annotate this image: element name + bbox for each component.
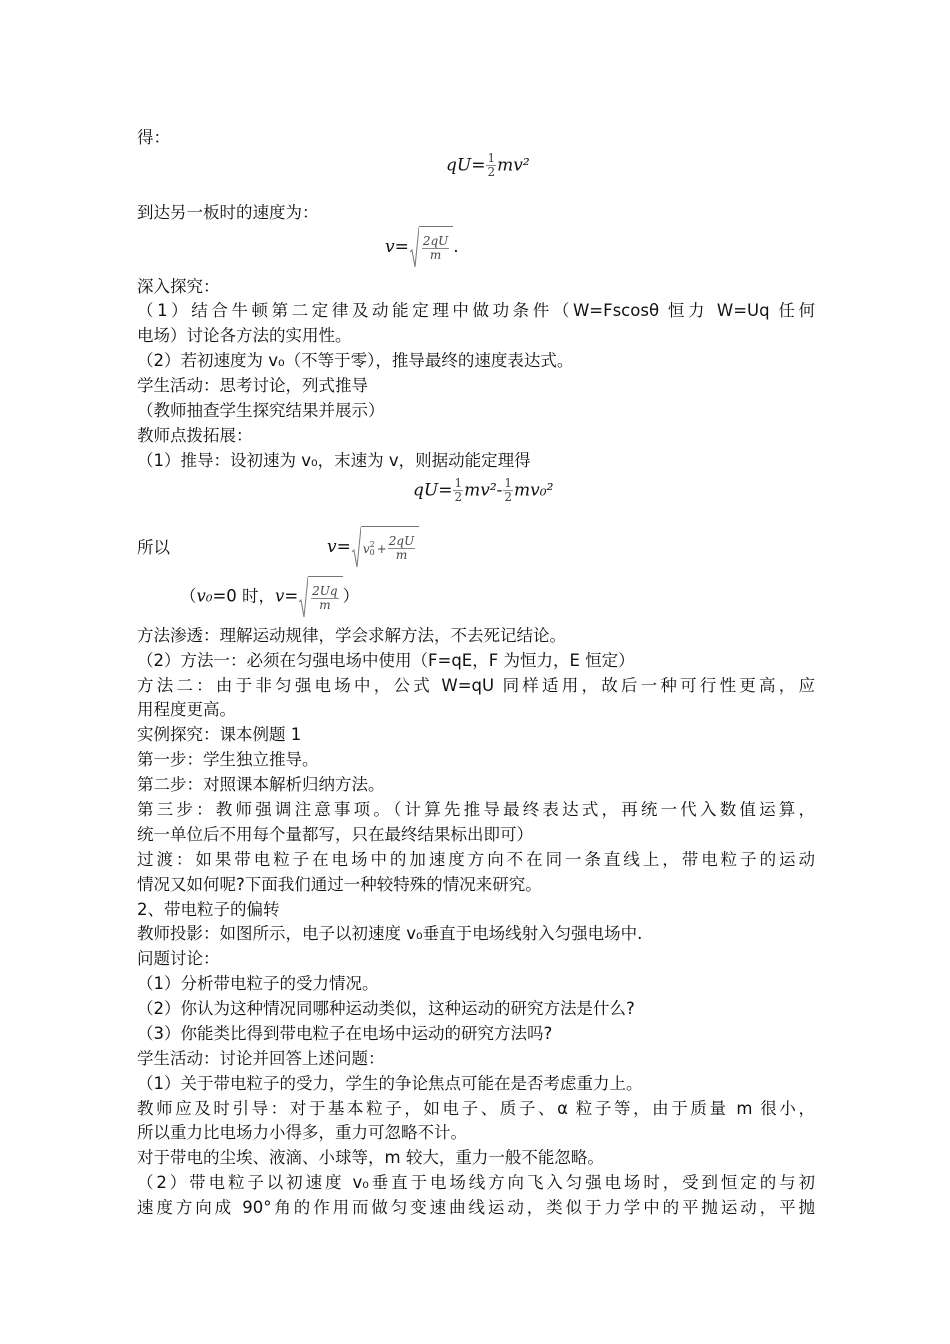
text-line: 学生活动：讨论并回答上述问题： [137, 1049, 385, 1068]
text-line: （1）结合牛顿第二定律及动能定理中做功条件（W=Fscosθ 恒力 W=Uq 任何 [137, 301, 815, 320]
text-line: 第二步：对照课本解析归纳方法。 [137, 775, 385, 794]
radical: $\frac{2Uq}{m}$ [298, 576, 342, 618]
equation-energy-theorem: qU= $\frac{1}{2}$ mv²- $\frac{1}{2}$ mv₀² [413, 476, 554, 504]
radical: $\frac{2qU}{m}$ [409, 226, 453, 268]
text-line: （1）分析带电粒子的受力情况。 [137, 974, 379, 993]
text-line: （2）若初速度为 v₀（不等于零），推导最终的速度表达式。 [137, 351, 574, 370]
text-line: 对于带电的尘埃、液滴、小球等，m 较大，重力一般不能忽略。 [137, 1148, 604, 1167]
text-line: 电场）讨论各方法的实用性。 [137, 326, 352, 345]
text-line: （1）关于带电粒子的受力，学生的争论焦点可能在是否考虑重力上。 [137, 1074, 643, 1093]
equation-energy: qU= $\frac{1}{2}$ mv² [446, 151, 530, 179]
text-line: （2）方法一：必须在匀强电场中使用（F=qE，F 为恒力，E 恒定） [137, 651, 635, 670]
text-line: （教师抽查学生探究结果并展示） [137, 401, 385, 420]
text-line: 学生活动：思考讨论，列式推导 [137, 376, 368, 395]
text-line: 方法渗透：理解运动规律，学会求解方法，不去死记结论。 [137, 626, 566, 645]
section-heading: 2、带电粒子的偏转 [137, 900, 280, 919]
text-line: 统一单位后不用每个量都写，只在最终结果标出即可） [137, 825, 533, 844]
text-line: 第三步：教师强调注意事项。（计算先推导最终表达式，再统一代入数值运算， [137, 800, 815, 819]
equation-zero-case: （v₀=0 时，v= $\frac{2Uq}{m}$ ） [180, 576, 359, 618]
text-line: 情况又如何呢?下面我们通过一种较特殊的情况来研究。 [137, 875, 542, 894]
text-line: （1）推导：设初速为 v₀，末速为 v，则据动能定理得 [137, 451, 531, 470]
radical: v 2 0 + $\frac{2qU}{m}$ [351, 526, 419, 568]
equation-final-velocity: v= v 2 0 + $\frac{2qU}{m}$ [327, 526, 419, 568]
text-line: 过渡：如果带电粒子在电场中的加速度方向不在同一条直线上，带电粒子的运动 [137, 850, 815, 869]
text-line: 得： [137, 128, 170, 147]
fraction-half: $\frac{1}{2}$ [487, 151, 496, 179]
text-line: （2）你认为这种情况同哪种运动类似，这种运动的研究方法是什么? [137, 999, 635, 1018]
text-line: 教师点拨拓展： [137, 426, 253, 445]
text-line: 所以重力比电场力小得多，重力可忽略不计。 [137, 1123, 467, 1142]
text-line: （3）你能类比得到带电粒子在电场中运动的研究方法吗? [137, 1024, 553, 1043]
text-line: 所以 [137, 538, 170, 557]
text-line: 深入探究： [137, 277, 220, 296]
text-line: 到达另一板时的速度为： [137, 203, 319, 222]
text-line: 问题讨论： [137, 949, 220, 968]
text-line: 方法二：由于非匀强电场中，公式 W=qU 同样适用，故后一种可行性更高，应 [137, 676, 815, 695]
text-line: 教师应及时引导：对于基本粒子，如电子、质子、α 粒子等，由于质量 m 很小， [137, 1099, 815, 1118]
text-line: 用程度更高。 [137, 700, 236, 719]
text-line: 教师投影：如图所示，电子以初速度 v₀垂直于电场线射入匀强电场中. [137, 924, 643, 943]
text-line: （2）带电粒子以初速度 v₀垂直于电场线方向飞入匀强电场时，受到恒定的与初 [137, 1173, 815, 1192]
text-line: 速度方向成 90°角的作用而做匀变速曲线运动，类似于力学中的平抛运动，平抛 [137, 1198, 815, 1217]
equation-velocity: v= $\frac{2qU}{m}$ . [385, 226, 459, 268]
text-line: 第一步：学生独立推导。 [137, 750, 319, 769]
text-line: 实例探究：课本例题 1 [137, 725, 302, 744]
